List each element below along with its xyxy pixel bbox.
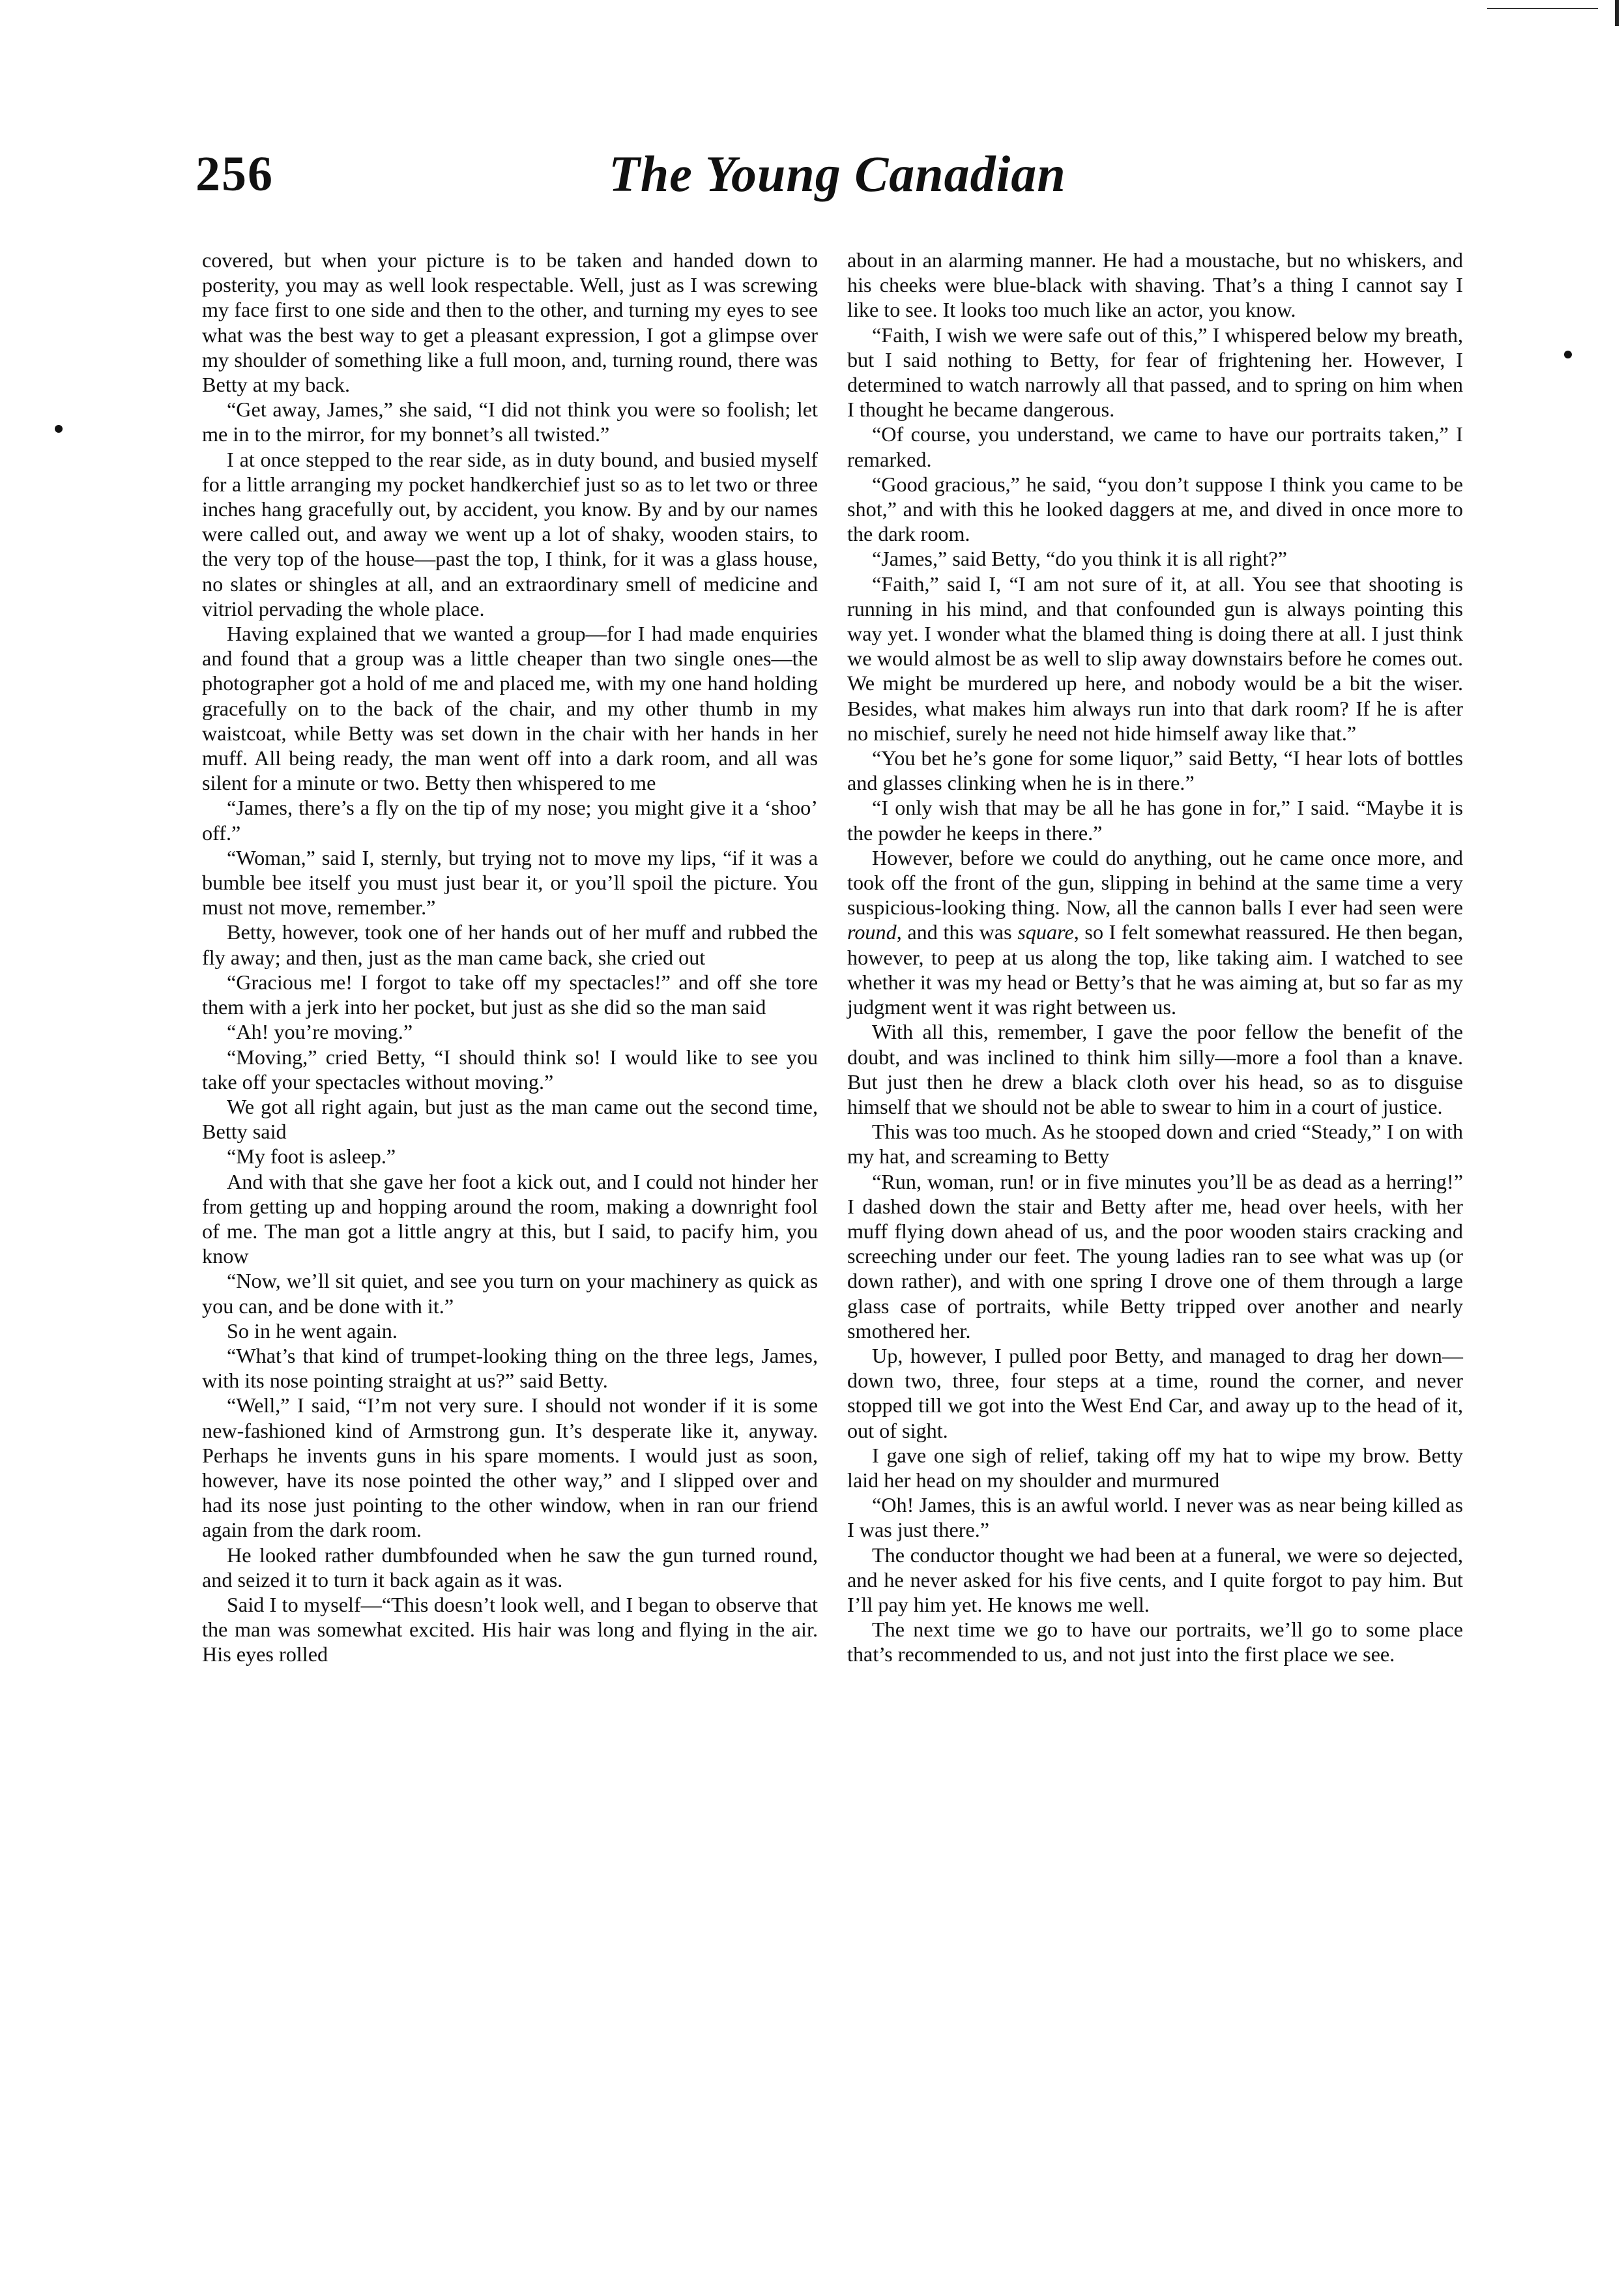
- paragraph: “Now, we’ll sit quiet, and see you turn on your machinery as quick as you can, and be done with it.”: [202, 1269, 818, 1318]
- scan-speck: [1564, 351, 1572, 358]
- paragraph: “Of course, you understand, we came to have our portraits taken,” I remarked.: [847, 422, 1463, 471]
- text-column-right: [847, 248, 1463, 1667]
- paragraph: “My foot is asleep.”: [227, 1144, 396, 1169]
- paragraph: “I only wish that may be all he has gone in for,” I said. “Maybe it is the powder he keeps in there.”: [847, 796, 1463, 845]
- paragraph: “Faith, I wish we were safe out of this,” I whispered below my breath, but I said nothing to Betty, for fear of frightening her. However, I determined to watch narrowly all that passed, and to spring on him when I thought he became dangerous.: [847, 323, 1463, 422]
- paragraph: “Moving,” cried Betty, “I should think so! I would like to see you take off your spectacles without moving.”: [202, 1045, 818, 1094]
- scan-speck: [55, 425, 63, 433]
- text-column-left: [202, 248, 818, 1667]
- paragraph: The conductor thought we had been at a funeral, we were so dejected, and he never asked for his five cents, and I quite forgot to pay him. But I’ll pay him yet. He knows me well.: [847, 1543, 1463, 1616]
- paragraph: “James,” said Betty, “do you think it is all right?”: [872, 547, 1288, 571]
- paragraph: “Good gracious,” he said, “you don’t suppose I think you came to be shot,” and with this he looked daggers at me, and dived in once more to the dark room.: [847, 472, 1463, 546]
- paragraph: The next time we go to have our portraits, we’ll go to some place that’s recommended to us, and not just into the first place we see.: [847, 1618, 1463, 1666]
- paragraph: “Woman,” said I, sternly, but trying not to move my lips, “if it was a bumble bee itself you must just bear it, or you’ll spoil the picture. You must not move, remember.”: [202, 845, 818, 920]
- paragraph: “James, there’s a fly on the tip of my nose; you might give it a ‘shoo’ off.”: [202, 796, 818, 845]
- paragraph: Up, however, I pulled poor Betty, and managed to drag her down—down two, three, four steps at a time, round the corner, and never stopped till we got into the West End Car, and away up to the head of it, out of sight.: [847, 1343, 1463, 1442]
- paragraph: However, before we could do anything, out he came once more, and took off the front of the gun, slipping in behind at the same time a very suspicious-looking thing. Now, all the cannon balls I ever had seen were round, and this was square, so I felt somewhat reassured. He then began, however, to peep at us along the top, like taking aim. I watched to see whether it was my head or Betty’s that he was aiming at, but so far as my judgment went it was right between us.: [847, 845, 1463, 1019]
- emphasis: round: [847, 920, 897, 944]
- paragraph: covered, but when your picture is to be taken and handed down to posterity, you may as well look respectable. Well, just as I was screwing my face first to one side and then to the other, and turning my eyes to see what was the best way to get a pleasant expression, I got a glimpse over my shoulder of something like a full moon, and, turning round, there was Betty at my back.: [202, 248, 818, 397]
- paragraph: “What’s that kind of trumpet-looking thing on the three legs, James, with its nose pointing straight at us?” said Betty.: [202, 1343, 818, 1393]
- paragraph: We got all right again, but just as the man came out the second time, Betty said: [202, 1094, 818, 1144]
- page-number: 256: [196, 147, 274, 201]
- paragraph: This was too much. As he stooped down and cried “Steady,” I on with my hat, and screaming to Betty: [847, 1120, 1463, 1169]
- paragraph: “Oh! James, this is an awful world. I never was as near being killed as I was just there.”: [847, 1493, 1463, 1542]
- paragraph: “Ah! you’re moving.”: [227, 1020, 413, 1044]
- paragraph: about in an alarming manner. He had a moustache, but no whiskers, and his cheeks were blue-black with shaving. That’s a thing I cannot say I like to see. It looks too much like an actor, you know.: [847, 248, 1463, 322]
- scan-edge-mark: [1615, 0, 1619, 26]
- emphasis: square: [1017, 920, 1074, 944]
- paragraph: Betty, however, took one of her hands out of her muff and rubbed the fly away; and then, just as the man came back, she cried out: [202, 920, 818, 969]
- paragraph: I gave one sigh of relief, taking off my hat to wipe my brow. Betty laid her head on my shoulder and murmured: [847, 1443, 1463, 1492]
- paragraph: Having explained that we wanted a group—for I had made enquiries and found that a group was a little cheaper than two single ones—the photographer got a hold of me and placed me, with my one hand holding gracefully on to the back of the chair, and my other thumb in my waistcoat, while Betty was set down in the chair with her hands in her muff. All being ready, the man went off into a dark room, and all was silent for a minute or two. Betty then whispered to me: [202, 622, 818, 795]
- page-header: [196, 145, 1479, 216]
- paragraph: “Faith,” said I, “I am not sure of it, at all. You see that shooting is running in his mind, and that confounded gun is always pointing this way yet. I wonder what the blamed thing is doing there at all. I just think we would almost be as well to slip away downstairs before he comes out. We might be murdered up here, and nobody would be a bit the wiser. Besides, what makes him always run into that dark room? If he is after no mischief, surely he need not hide himself away like that.”: [847, 572, 1463, 745]
- paragraph: “Well,” I said, “I’m not very sure. I should not wonder if it is some new-fashioned kind of Armstrong gun. It’s desperate like it, anyway. Perhaps he invents guns in his spare moments. I would just as soon, however, have its nose pointed the other way,” and I slipped over and had its nose just pointing to the other window, when in ran our friend again from the dark room.: [202, 1393, 818, 1542]
- paragraph: He looked rather dumbfounded when he saw the gun turned round, and seized it to turn it back again as it was.: [202, 1543, 818, 1592]
- paragraph: “Run, woman, run! or in five minutes you’ll be as dead as a herring!” I dashed down the stair and Betty after me, head over heels, with her muff flying down ahead of us, and the poor wooden stairs cracking and screeching under our feet. The young ladies ran to see what was up (or down rather), and with one spring I drove one of them through a large glass case of portraits, while Betty tripped over another and nearly smothered her.: [847, 1169, 1463, 1343]
- scan-mark: [1487, 8, 1598, 9]
- paragraph: “Get away, James,” she said, “I did not think you were so foolish; let me in to the mirror, for my bonnet’s all twisted.”: [202, 398, 818, 446]
- paragraph: So in he went again.: [227, 1318, 398, 1343]
- paragraph: And with that she gave her foot a kick out, and I could not hinder her from getting up and hopping around the room, making a downright fool of me. The man got a little angry at this, but I said, to pacify him, you know: [202, 1169, 818, 1268]
- paragraph: I at once stepped to the rear side, as in duty bound, and busied myself for a little arranging my pocket handkerchief just so as to let two or three inches hang gracefully out, by accident, you know. By and by our names were called out, and away we went up a lot of shaky, wooden stairs, to the very top of the house—past the top, I think, for it was a glass house, no slates or shingles at all, and an extraordinary smell of medicine and vitriol pervading the whole place.: [202, 447, 818, 620]
- running-title: The Young Canadian: [609, 145, 1066, 202]
- paragraph: “You bet he’s gone for some liquor,” said Betty, “I hear lots of bottles and glasses clinking when he is in there.”: [847, 746, 1463, 795]
- paragraph: “Gracious me! I forgot to take off my spectacles!” and off she tore them with a jerk into her pocket, but just as she did so the man said: [202, 970, 818, 1019]
- paragraph: Said I to myself—“This doesn’t look well, and I began to observe that the man was somewhat excited. His hair was long and flying in the air. His eyes rolled: [202, 1592, 818, 1666]
- paragraph: With all this, remember, I gave the poor fellow the benefit of the doubt, and was inclined to think him silly—more a fool than a knave. But just then he drew a black cloth over his head, so as to disguise himself that we should not be able to swear to him in a court of justice.: [847, 1020, 1463, 1118]
